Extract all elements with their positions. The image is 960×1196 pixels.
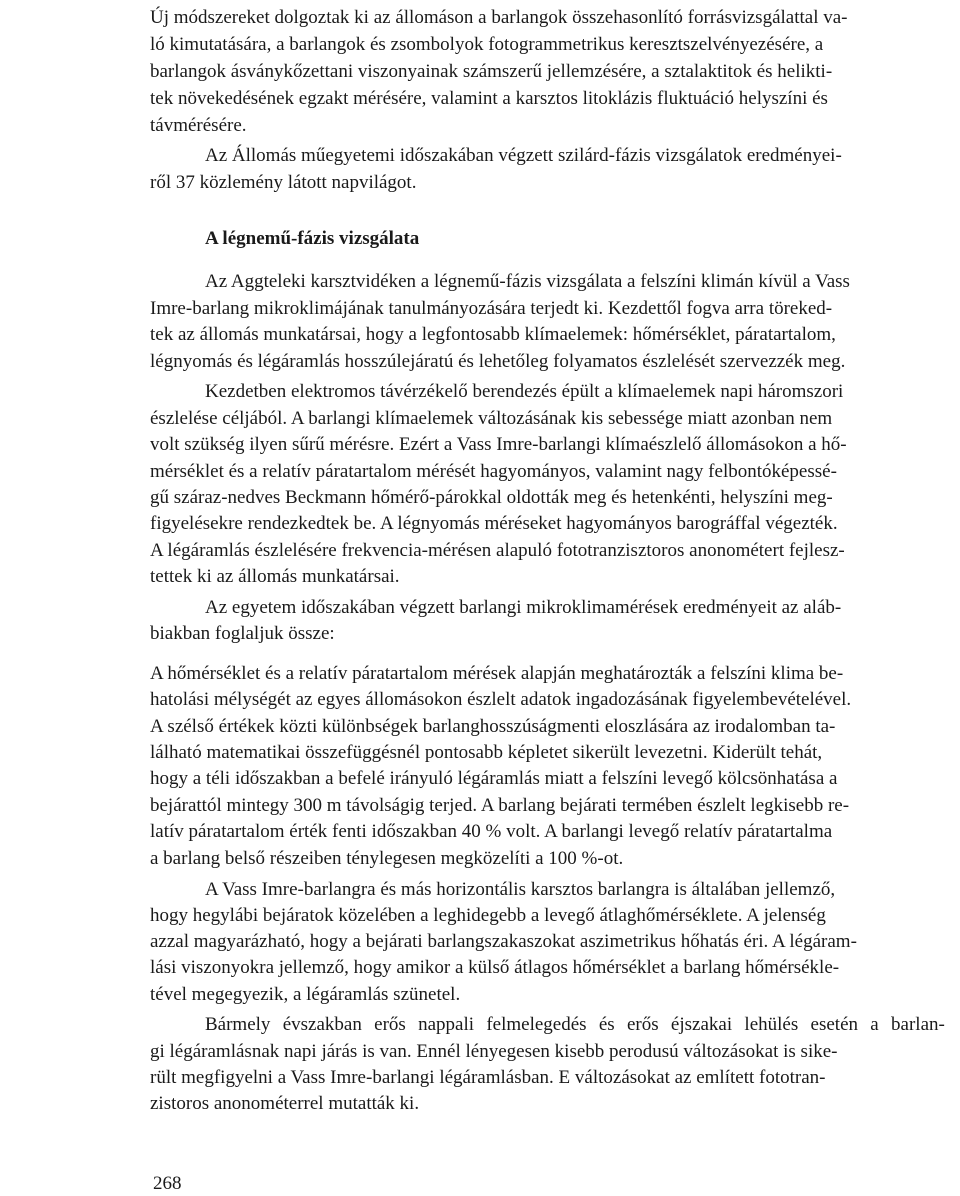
text-line: gű száraz-nedves Beckmann hőmérő-párokkal oldották meg és hetenkénti, helyszíni meg- <box>150 487 833 508</box>
text-line: barlangok ásványkőzettani viszonyainak számszerű jellemzésére, a sztalaktitok és helikti- <box>150 61 833 82</box>
text-line: azzal magyarázható, hogy a bejárati barlangszakaszokat aszimetrikus hőhatás éri. A légáram- <box>150 931 857 952</box>
text-line: ről 37 közlemény látott napvilágot. <box>150 172 417 193</box>
text-line: hogy hegylábi bejáratok közelében a leghidegebb a levegő átlaghőmérséklete. A jelenség <box>150 905 826 926</box>
text-line: biakban foglaljuk össze: <box>150 623 335 644</box>
text-line: Bármely évszakban erős nappali felmelegedés és erős éjszakai lehülés esetén a barlan- <box>205 1014 945 1035</box>
text-line: Imre-barlang mikroklimájának tanulmányozására terjedt ki. Kezdettől fogva arra töreked- <box>150 298 833 319</box>
text-line: mérséklet és a relatív páratartalom mérését hagyományos, valamint nagy felbontóképessé- <box>150 461 837 482</box>
text-line: A szélső értékek közti különbségek barlanghosszúságmenti eloszlására az irodalomban ta- <box>150 716 836 737</box>
text-line: rült megfigyelni a Vass Imre-barlangi légáramlásban. E változásokat az említett fototran- <box>150 1067 826 1088</box>
text-line: ló kimutatására, a barlangok és zsombolyok fotogrammetrikus keresztszelvényezésére, a <box>150 34 824 55</box>
text-line: észlelése céljából. A barlangi klímaelemek változásának kis sebessége miatt azonban nem <box>150 408 833 429</box>
text-line: Kezdetben elektromos távérzékelő berendezés épült a klímaelemek napi háromszori <box>205 381 844 402</box>
text-line: latív páratartalom érték fenti időszakban 40 % volt. A barlangi levegő relatív páratartalma <box>150 821 833 842</box>
text-line: a barlang belső részeiben ténylegesen megközelíti a 100 %-ot. <box>150 848 624 869</box>
text-line: gi légáramlásnak napi járás is van. Ennél lényegesen kisebb perodusú változásokat is sike- <box>150 1041 838 1062</box>
section-heading: A légnemű-fázis vizsgálata <box>205 228 420 249</box>
text-line: Új módszereket dolgoztak ki az állomáson a barlangok összehasonlító forrásvizsgálattal va- <box>150 7 848 28</box>
text-line: hatolási mélységét az egyes állomásokon észlelt adatok ingadozásának figyelembevételével. <box>150 689 852 710</box>
text-line: tek növekedésének egzakt mérésére, valamint a karsztos litoklázis fluktuáció helyszíni és <box>150 88 828 109</box>
text-line: tével megegyezik, a légáramlás szünetel. <box>150 984 461 1005</box>
text-line: lási viszonyokra jellemző, hogy amikor a külső átlagos hőmérséklet a barlang hőmérsékle- <box>150 957 840 978</box>
text-line: hogy a téli időszakban a befelé irányuló légáramlás miatt a felszíni levegő kölcsönhatása a <box>150 768 838 789</box>
text-line: A légáramlás észlelésére frekvencia-mérésen alapuló fototranzisztoros anonométert fejlesz- <box>150 540 845 561</box>
text-line: Az Aggteleki karsztvidéken a légnemű-fázis vizsgálata a felszíni klimán kívül a Vass <box>205 271 850 292</box>
text-line: A Vass Imre-barlangra és más horizontális karsztos barlangra is általában jellemző, <box>205 879 836 900</box>
text-line: Az egyetem időszakában végzett barlangi mikroklimamérések eredményeit az aláb- <box>205 597 842 618</box>
text-line: zistoros anonométerrel mutatták ki. <box>150 1093 420 1114</box>
text-line: volt szükség ilyen sűrű mérésre. Ezért a Vass Imre-barlangi klímaészlelő állomásokon a hő- <box>150 434 847 455</box>
page-number: 268 <box>153 1173 182 1194</box>
text-line: lálható matematikai összefüggésnél pontosabb képletet sikerült levezetni. Kiderült tehát, <box>150 742 823 763</box>
text-line: figyelésekre rendezkedtek be. A légnyomás méréseket hagyományos barográffal végezték. <box>150 513 838 534</box>
text-line: tek az állomás munkatársai, hogy a legfontosabb klímaelemek: hőmérséklet, páratartalom, <box>150 324 836 345</box>
text-line: légnyomás és légáramlás hosszúlejáratú és lehetőleg folyamatos észlelését szervezzék meg. <box>150 351 846 372</box>
text-line: tettek ki az állomás munkatársai. <box>150 566 400 587</box>
text-line: Az Állomás műegyetemi időszakában végzett szilárd-fázis vizsgálatok eredményei- <box>205 145 842 166</box>
text-line: távmérésére. <box>150 115 247 136</box>
text-line: A hőmérséklet és a relatív páratartalom mérések alapján meghatározták a felszíni klima be- <box>150 663 844 684</box>
text-line: bejárattól mintegy 300 m távolságig terjed. A barlang bejárati termében észlelt legkisebb re- <box>150 795 850 816</box>
